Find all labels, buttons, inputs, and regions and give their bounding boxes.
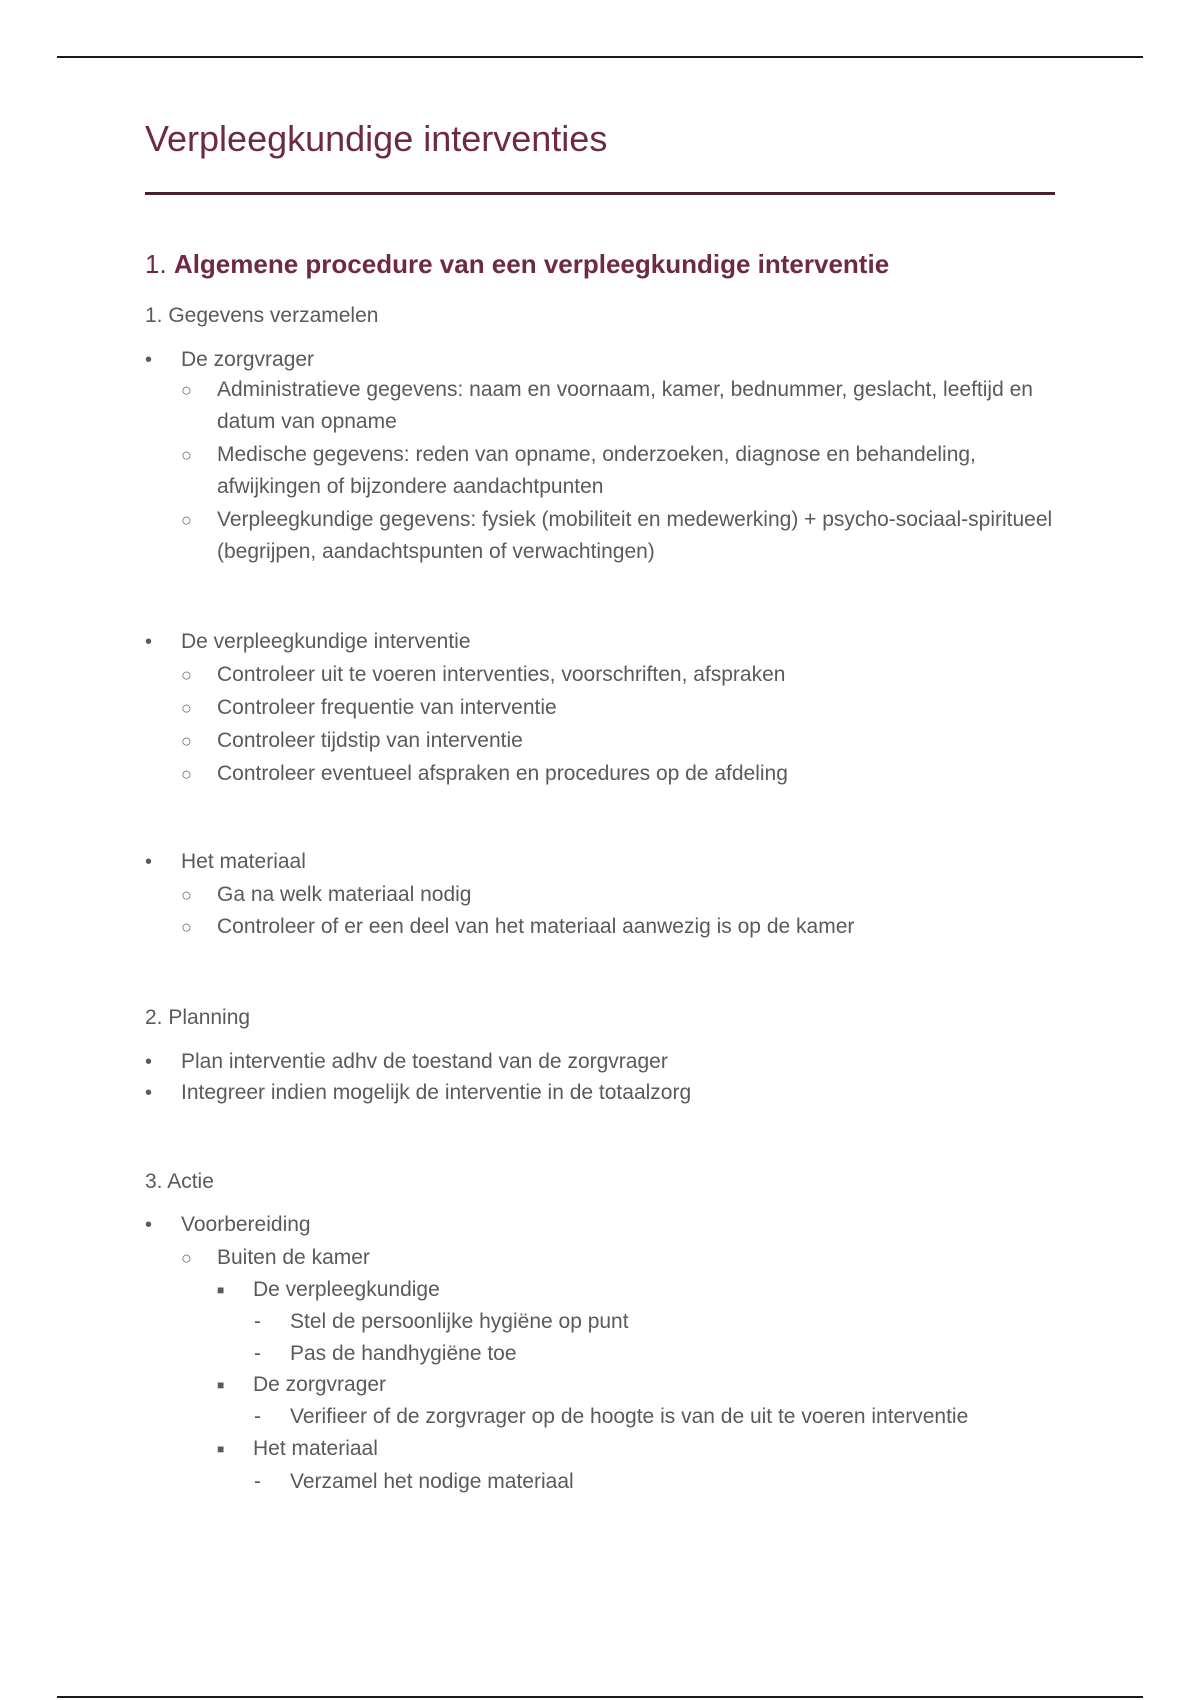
- list-item: - Verzamel het nodige materiaal: [290, 1466, 574, 1498]
- list-item: - Pas de handhygiëne toe: [290, 1338, 517, 1370]
- bullet-icon: •: [145, 851, 153, 873]
- list-item: ■ De verpleegkundige: [253, 1274, 440, 1306]
- bullet-icon: •: [145, 1051, 153, 1073]
- square-bullet-icon: ■: [217, 1442, 225, 1456]
- list-item: ○ Administratieve gegevens: naam en voornaam, kamer, bednummer, geslacht, leeftijd en datum van opname: [217, 374, 1057, 438]
- list-item: • De zorgvrager: [181, 344, 314, 376]
- list-item: - Stel de persoonlijke hygiëne op punt: [290, 1306, 629, 1338]
- list-item: • Het materiaal: [181, 846, 306, 878]
- step-actie: 3. Actie: [145, 1170, 214, 1193]
- dash-bullet-icon: -: [254, 1405, 261, 1428]
- bullet-icon: •: [145, 1214, 153, 1236]
- bullet-icon: •: [145, 631, 153, 653]
- list-item: ■ Het materiaal: [253, 1433, 378, 1465]
- list-item: • De verpleegkundige interventie: [181, 626, 471, 658]
- square-bullet-icon: ■: [217, 1283, 225, 1297]
- list-item: ○ Verpleegkundige gegevens: fysiek (mobiliteit en medewerking) + psycho-sociaal-spiritueel (begrijpen, aandachtspunten of verwachtingen): [217, 504, 1057, 568]
- list-item: ○ Ga na welk materiaal nodig: [217, 879, 1057, 911]
- circle-bullet-icon: ○: [181, 764, 192, 784]
- section-number: 1.: [145, 249, 167, 279]
- circle-bullet-icon: ○: [181, 510, 192, 530]
- dash-bullet-icon: -: [254, 1310, 261, 1333]
- circle-bullet-icon: ○: [181, 885, 192, 905]
- circle-bullet-icon: ○: [181, 1248, 192, 1268]
- step-gegevens: 1. Gegevens verzamelen: [145, 304, 379, 327]
- square-bullet-icon: ■: [217, 1378, 225, 1392]
- circle-bullet-icon: ○: [181, 380, 192, 400]
- list-item: ○ Medische gegevens: reden van opname, onderzoeken, diagnose en behandeling, afwijkingen of bijzondere aandachtpunten: [217, 439, 1057, 503]
- list-item: ○ Buiten de kamer: [217, 1242, 1057, 1274]
- dash-bullet-icon: -: [254, 1342, 261, 1365]
- list-item: • Voorbereiding: [181, 1209, 311, 1241]
- bullet-icon: •: [145, 349, 153, 371]
- list-item: ○ Controleer frequentie van interventie: [217, 692, 1057, 724]
- document-title: Verpleegkundige interventies: [145, 118, 608, 159]
- page-top-rule: [57, 56, 1143, 58]
- circle-bullet-icon: ○: [181, 917, 192, 937]
- circle-bullet-icon: ○: [181, 445, 192, 465]
- dash-bullet-icon: -: [254, 1470, 261, 1493]
- list-item: ○ Controleer of er een deel van het materiaal aanwezig is op de kamer: [217, 911, 1057, 943]
- list-item: ○ Controleer uit te voeren interventies, voorschriften, afspraken: [217, 659, 1057, 691]
- title-underline: [145, 192, 1055, 195]
- bullet-icon: •: [145, 1082, 153, 1104]
- page-bottom-rule: [57, 1696, 1143, 1698]
- circle-bullet-icon: ○: [181, 731, 192, 751]
- section-heading: [145, 249, 889, 280]
- section-title: Algemene procedure van een verpleegkundige interventie: [173, 249, 890, 279]
- circle-bullet-icon: ○: [181, 698, 192, 718]
- step-planning: 2. Planning: [145, 1006, 251, 1029]
- list-item: - Verifieer of de zorgvrager op de hoogte is van de uit te voeren interventie: [290, 1401, 968, 1433]
- list-item: ■ De zorgvrager: [253, 1369, 386, 1401]
- list-item: ○ Controleer tijdstip van interventie: [217, 725, 1057, 757]
- list-item: ○ Controleer eventueel afspraken en procedures op de afdeling: [217, 758, 1057, 790]
- circle-bullet-icon: ○: [181, 665, 192, 685]
- list-item: • Integreer indien mogelijk de interventie in de totaalzorg: [181, 1077, 691, 1109]
- list-item: • Plan interventie adhv de toestand van de zorgvrager: [181, 1046, 668, 1078]
